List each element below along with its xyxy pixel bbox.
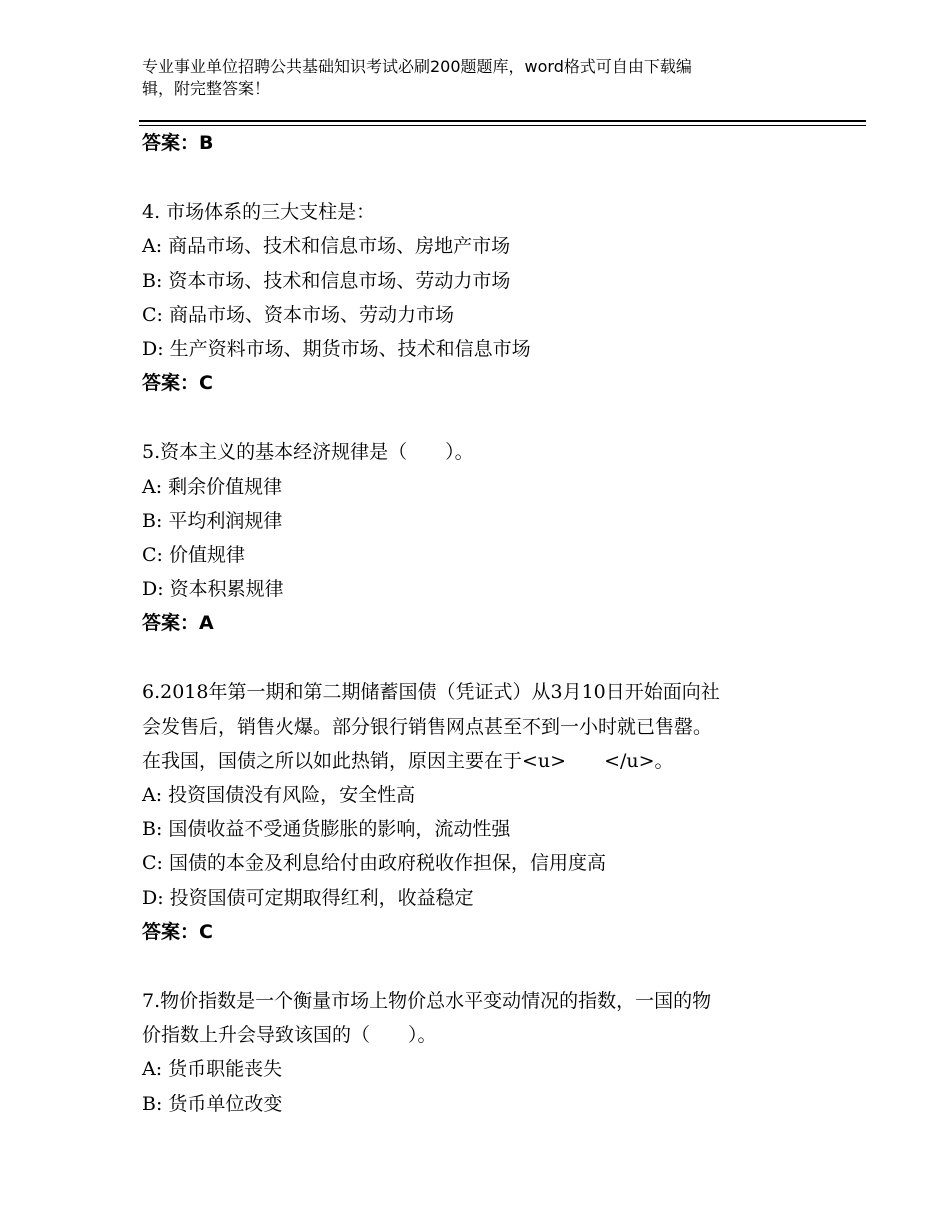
question-list [142,126,822,1121]
header-line-2: 辑，附完整答案！ [142,79,271,98]
option-a: A: 货币职能丧失 [142,1058,283,1081]
option-b: B: 资本市场、技术和信息市场、劳动力市场 [142,269,511,292]
spacer [142,400,822,435]
question-6 [142,675,822,949]
answer: 答案：A [142,612,214,635]
header-line-1: 专业事业单位招聘公共基础知识考试必刷200题题库，word格式可自由下载编 [142,57,692,76]
question-stem-line-1: 7.物价指数是一个衡量市场上物价总水平变动情况的指数，一国的物 [142,989,712,1012]
document-header [142,56,802,100]
spacer [142,949,822,984]
option-b: B: 平均利润规律 [142,509,283,532]
answer: 答案：C [142,920,213,943]
question-stem-line-1: 6.2018年第一期和第二期储蓄国债（凭证式）从3月10日开始面向社 [142,681,720,704]
question-5 [142,435,822,640]
spacer [142,640,822,675]
spacer [142,160,822,195]
header-divider-thick [139,120,866,122]
option-b: B: 货币单位改变 [142,1092,283,1115]
option-c: C: 价值规律 [142,543,245,566]
option-d: D: 生产资料市场、期货市场、技术和信息市场 [142,337,531,360]
question-stem: 5.资本主义的基本经济规律是（ ）。 [142,441,474,464]
option-d: D: 资本积累规律 [142,578,284,601]
option-c: C: 商品市场、资本市场、劳动力市场 [142,303,454,326]
question-4 [142,195,822,400]
option-c: C: 国债的本金及利息给付由政府税收作担保，信用度高 [142,852,606,875]
question-stem-line-2: 价指数上升会导致该国的（ ）。 [142,1024,437,1047]
option-d: D: 投资国债可定期取得红利，收益稳定 [142,886,474,909]
option-a: A: 剩余价值规律 [142,475,283,498]
answer: 答案：C [142,372,213,395]
option-b: B: 国债收益不受通货膨胀的影响，流动性强 [142,818,511,841]
answer-prev: 答案：B [142,132,214,154]
question-stem-line-2: 会发售后，销售火爆。部分银行销售网点甚至不到一小时就已售罄。 [142,715,713,738]
question-stem: 4. 市场体系的三大支柱是： [142,201,376,224]
question-7 [142,984,822,1121]
option-a: A: 投资国债没有风险，安全性高 [142,784,416,806]
question-stem-line-3: 在我国，国债之所以如此热销，原因主要在于<u> </u>。 [142,749,674,772]
option-a: A: 商品市场、技术和信息市场、房地产市场 [142,235,511,258]
